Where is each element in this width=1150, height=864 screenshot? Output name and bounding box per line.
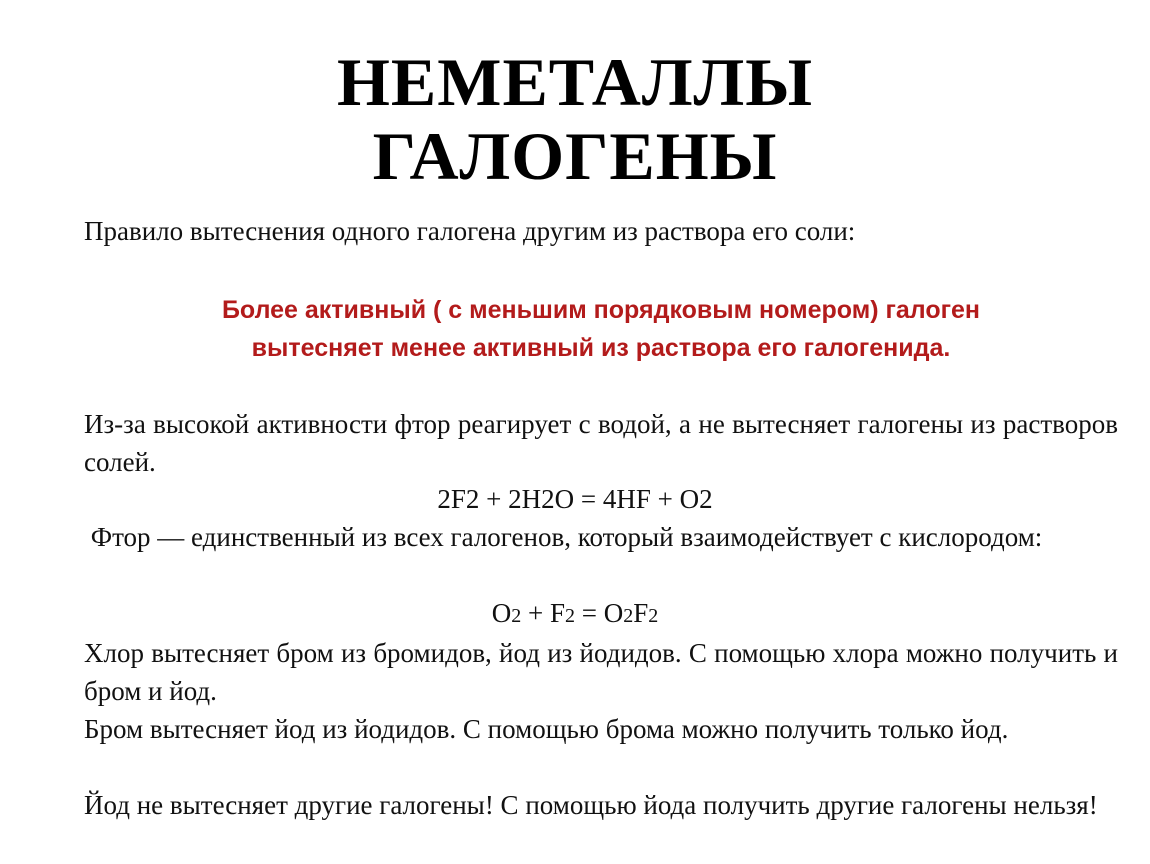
- page-title-line-1: НЕМЕТАЛЛЫ: [337, 44, 813, 120]
- formula-fluorine-water: 2F2 + 2H2O = 4HF + O2: [437, 484, 713, 514]
- formula-f-subscript: 2: [565, 605, 575, 627]
- paragraph-fluorine-water: Из-за высокой активности фтор реагирует с водой, а не вытесняет галогены из растворов солей.: [84, 409, 1118, 477]
- paragraph-fluorine-oxygen: [84, 518, 1118, 556]
- paragraph-iodine: Йод не вытесняет другие галогены! С помощью йода получить другие галогены нельзя!: [84, 790, 1098, 820]
- formula-product-f-symbol: F: [633, 598, 649, 628]
- intro-text: Правило вытеснения одного галогена другим из раствора его соли:: [84, 216, 856, 246]
- paragraph-chlorine: Хлор вытесняет бром из бромидов, йод из йодидов. С помощью хлора можно получить и бром и йод.: [84, 638, 1118, 706]
- formula-product-o-subscript: 2: [623, 605, 634, 627]
- formula-fluorine-oxygen: [0, 596, 1150, 633]
- rule-text-line-1: Более активный ( с меньшим порядковым номером) галоген: [221, 296, 981, 324]
- formula-f-symbol: F: [549, 598, 565, 628]
- formula-plus: +: [521, 598, 550, 628]
- paragraph-bromine: Бром вытесняет йод из йодидов. С помощью брома можно получить только йод.: [84, 714, 1009, 744]
- rule-text-line-2: вытесняет менее активный из раствора его галогенида.: [251, 334, 951, 362]
- formula-product-f-subscript: 2: [648, 605, 659, 627]
- page-title-line-2: ГАЛОГЕНЫ: [372, 118, 778, 194]
- formula-equals: =: [575, 598, 604, 628]
- paragraph-fluorine-oxygen-text: Фтор — единственный из всех галогенов, который взаимодействует с кислородом:: [84, 522, 1043, 552]
- formula-o-subscript: 2: [511, 605, 522, 627]
- formula-product-o-symbol: O: [603, 598, 624, 628]
- formula-o-symbol: O: [491, 598, 512, 628]
